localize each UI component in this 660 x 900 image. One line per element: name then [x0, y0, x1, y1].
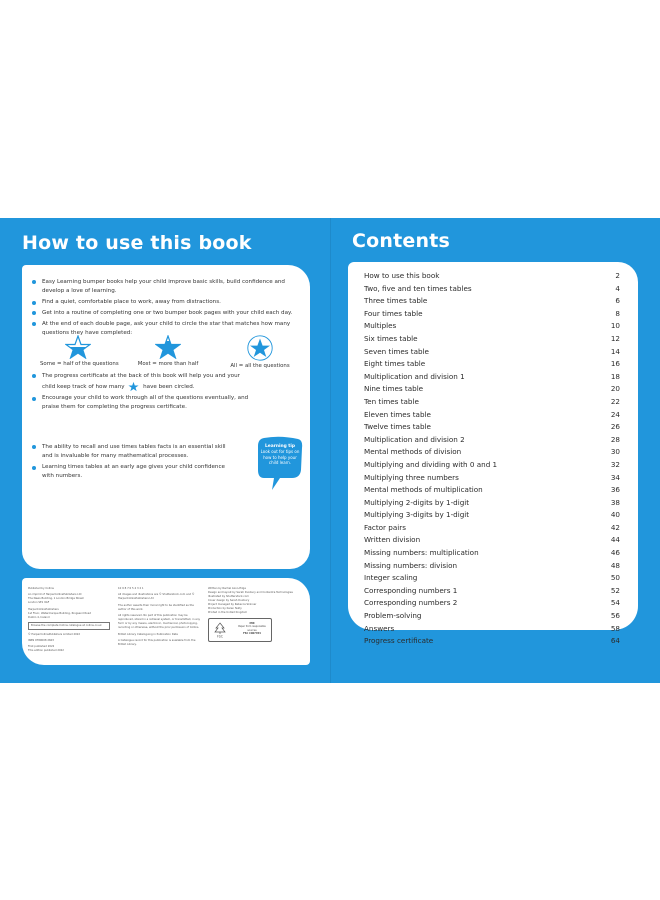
star-key-most [130, 335, 206, 367]
toc-entry[interactable]: Multiplying three numbers 34 [364, 472, 620, 482]
full-star-circle-icon [246, 335, 274, 361]
bullet-item: At the end of each double page, ask your child to circle the star that matches how many questions they have completed: [32, 320, 294, 339]
toc-entry[interactable]: Three times table 6 [364, 296, 620, 306]
half-filled-star-icon [65, 335, 91, 359]
catalogue-link: Browse the complete Collins catalogue at collins.co.uk [28, 622, 110, 630]
intro-bullet-list [32, 278, 294, 340]
toc-entry[interactable]: Mental methods of division 30 [364, 447, 620, 457]
page-gutter [330, 218, 331, 683]
bullet-item: Learning times tables at an early age gives your child confidence with numbers. [32, 463, 232, 482]
toc-entry[interactable]: Written division 44 [364, 535, 620, 545]
learning-tip-title: Learning tip [264, 444, 296, 449]
toc-entry[interactable]: Corresponding numbers 1 52 [364, 585, 620, 595]
toc-entry[interactable]: Twelve times table 26 [364, 422, 620, 432]
toc-entry[interactable]: Seven times table 14 [364, 346, 620, 356]
star-key-all [220, 335, 300, 369]
page-title-contents: Contents [352, 230, 451, 252]
toc-entry[interactable]: Multiples 10 [364, 321, 620, 331]
star-key-some [40, 335, 119, 367]
bullet-item: Encourage your child to work through all of the questions eventually, and praise them for completing the progress certificate. [32, 394, 252, 413]
toc-entry[interactable]: Two, five and ten times tables 4 [364, 283, 620, 293]
toc-entry[interactable]: Four times table 8 [364, 308, 620, 318]
toc-entry[interactable]: Six times table 12 [364, 333, 620, 343]
star-key-label: Most = more than half [137, 361, 199, 367]
mostly-filled-star-icon [155, 335, 181, 359]
star-icon [128, 381, 139, 392]
times-tables-bullet-list [32, 443, 232, 483]
how-to-use-panel [22, 265, 310, 569]
toc-entry[interactable]: Progress certificate 64 [364, 636, 620, 646]
toc-entry[interactable]: Multiplication and division 1 18 [364, 371, 620, 381]
fsc-certification: FSC MIX Paper from responsible sources FSC C007454 [208, 618, 272, 642]
toc-entry[interactable]: Multiplying and dividing with 0 and 1 32 [364, 459, 620, 469]
learning-tip-bubble [256, 436, 304, 492]
toc-entry[interactable]: Eleven times table 24 [364, 409, 620, 419]
book-spread [0, 218, 660, 683]
page-title-how-to-use: How to use this book [22, 232, 252, 254]
contents-panel [348, 262, 638, 646]
star-key-label: Some = half of the questions [40, 361, 119, 367]
toc-entry[interactable]: Missing numbers: multiplication 46 [364, 548, 620, 558]
toc-entry[interactable]: Eight times table 16 [364, 359, 620, 369]
bullet-item: The progress certificate at the back of this book will help you and your child keep track of how many have been circled. [32, 372, 252, 393]
toc-entry[interactable]: Integer scaling 50 [364, 573, 620, 583]
imprint-column-publisher: Published by Collins An imprint of HarperCollinsPublishers Ltd The News Building, 1 London Bridge Street London SE1 9GF HarperCollinsPublishers 1st Floor, Watermarque Building, Ringsend Road Dublin 4, Ireland Browse the complete Collins catalogue at collins.co.uk © HarperCollinsPublishers Limited 2022 ISBN 9780008 2603 First published 2022 This edition published 2022 [28, 587, 110, 656]
toc-entry[interactable]: Ten times table 22 [364, 396, 620, 406]
table-of-contents [364, 270, 620, 648]
bullet-item: The ability to recall and use times tables facts is an essential skill and is invaluable for many mathematical processes. [32, 443, 232, 462]
toc-entry[interactable]: Mental methods of multiplication 36 [364, 485, 620, 495]
toc-entry[interactable]: Multiplication and division 2 28 [364, 434, 620, 444]
bullet-item: Find a quiet, comfortable place to work, away from distractions. [32, 298, 294, 307]
toc-entry[interactable]: Nine times table 20 [364, 384, 620, 394]
bullet-item: Easy Learning bumper books help your child improve basic skills, build confidence and develop a love of learning. [32, 278, 294, 297]
imprint-column-rights: 10 9 8 7 6 5 4 3 2 1 All images and illustrations are © Shutterstock.com and © HarperCollinsPublishers Ltd The author asserts their moral right to be identified as the author of this work. All rights reserved. No part of this publication may be reproduced, stored in a retrieval system, or transmitted, in any form or by any means, electronic, mechanical, photocopying, recording or otherwise, without the prior permission of Collins. British Library Cataloguing in Publication Data A Catalogue record for this publication is available from the British Library. [118, 587, 201, 646]
star-rating-key [32, 335, 302, 369]
imprint-panel [22, 578, 310, 665]
toc-entry[interactable]: Corresponding numbers 2 54 [364, 598, 620, 608]
toc-entry[interactable]: Multiplying 2-digits by 1-digit 38 [364, 497, 620, 507]
toc-entry[interactable]: Missing numbers: division 48 [364, 560, 620, 570]
star-key-label: All = all the questions [230, 363, 290, 369]
progress-bullet-list [32, 372, 252, 414]
bullet-item: Get into a routine of completing one or two bumper book pages with your child each day. [32, 309, 294, 318]
fsc-tree-logo-icon [213, 622, 227, 638]
svg-text:FSC: FSC [216, 634, 224, 638]
toc-entry[interactable]: Factor pairs 42 [364, 522, 620, 532]
toc-entry[interactable]: Problem-solving 56 [364, 611, 620, 621]
imprint-column-credits: Written by Rachel Axon-Hilge Design and layout by Sarah Duxbury and Contentra Technologies Illustrated by Shutterstock.com Cover design by Sarah Duxbury Project managed by Rebecca Skinner Production by Karen Nulty Printed in the United Kingdom FSC MIX Paper from responsible sources FSC C007454 [208, 587, 300, 642]
learning-tip-text: Look out for tips on how to help your child learn. [260, 449, 300, 466]
toc-entry[interactable]: Answers 58 [364, 623, 620, 633]
toc-entry[interactable]: How to use this book 2 [364, 271, 620, 280]
toc-entry[interactable]: Multiplying 3-digits by 1-digit 40 [364, 510, 620, 520]
